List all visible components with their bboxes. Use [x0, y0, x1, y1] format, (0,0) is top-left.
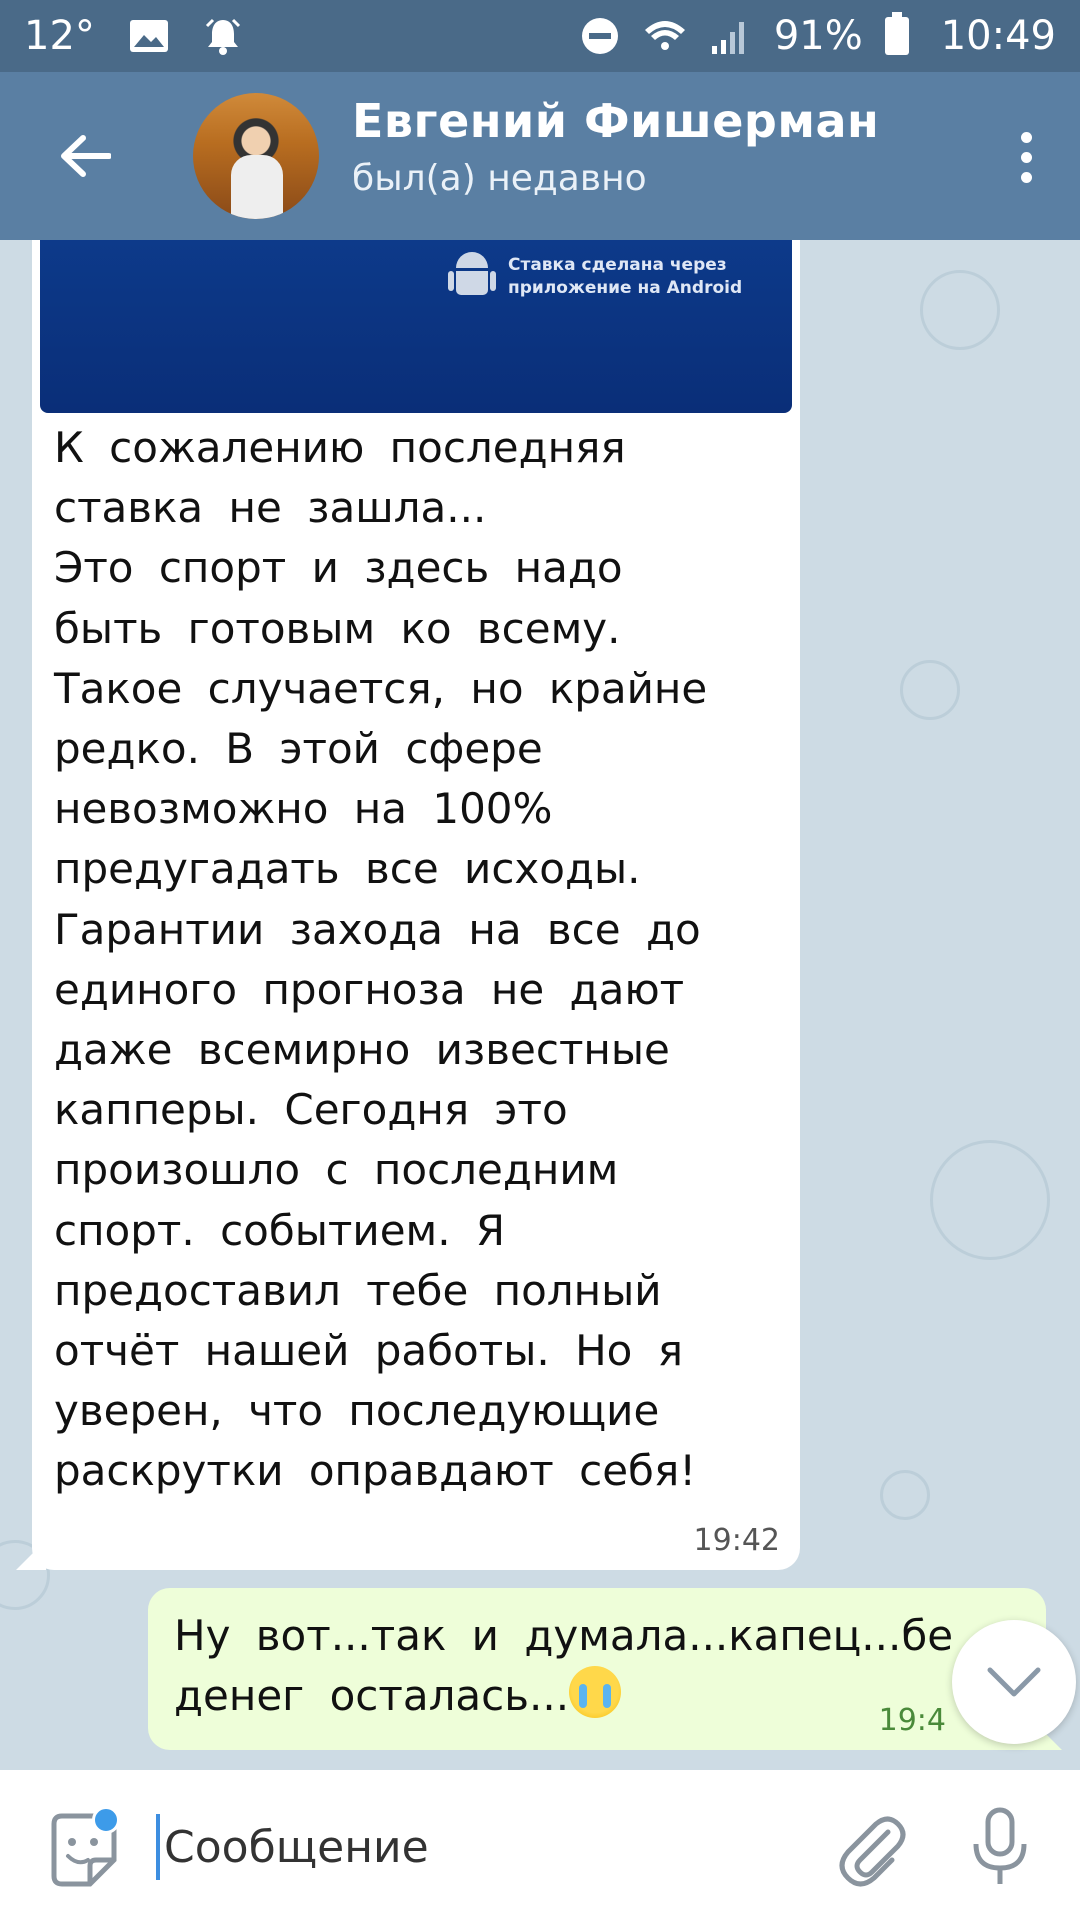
microphone-icon — [960, 1806, 1040, 1890]
attach-button[interactable] — [830, 1810, 910, 1890]
background-doodle — [930, 1140, 1050, 1260]
wifi-icon — [642, 16, 688, 56]
chat-header — [0, 72, 1080, 240]
incoming-message[interactable] — [32, 240, 800, 1570]
paperclip-icon — [830, 1810, 910, 1890]
chat-area[interactable] — [0, 240, 1080, 1770]
dot-icon — [1021, 152, 1032, 163]
outgoing-message-text — [174, 1606, 994, 1726]
crying-face-emoji-icon — [569, 1666, 621, 1718]
chevron-down-icon — [986, 1665, 1042, 1699]
voice-message-button[interactable] — [960, 1806, 1040, 1890]
outgoing-text-content: Ну вот...так и думала...капец...бе денег осталась... — [174, 1611, 954, 1720]
scroll-down-button[interactable] — [952, 1620, 1076, 1744]
more-options-button[interactable] — [996, 122, 1056, 192]
incoming-message-text: К сожалению последняя ставка не зашла... Это спорт и здесь надо быть готовым ко всему. Такое случается, но крайне редко. В этой сфере невозможно на 100% предугадать все исходы. Гарантии захода на все до единого прогноза не дают даже всемирно известные капперы. Сегодня это произошло с последним спорт. событием. Я предоставил тебе полный отчёт нашей работы. Но я уверен, что последующие раскрутки оправдают себя! — [54, 423, 708, 1496]
dot-icon — [1021, 172, 1032, 183]
background-doodle — [900, 660, 960, 720]
status-bar — [0, 0, 1080, 72]
back-button[interactable] — [0, 72, 170, 240]
bet-screenshot-image[interactable] — [40, 240, 792, 413]
gallery-icon — [129, 19, 169, 53]
battery-icon — [885, 17, 909, 55]
battery-percent: 91% — [773, 13, 863, 59]
background-doodle — [920, 270, 1000, 350]
new-sticker-indicator — [92, 1806, 120, 1834]
contact-status: был(а) недавно — [352, 158, 647, 199]
dot-icon — [1021, 132, 1032, 143]
avatar[interactable] — [193, 93, 319, 219]
message-input[interactable] — [156, 1814, 776, 1880]
clock: 10:49 — [940, 13, 1056, 59]
temperature: 12° — [24, 13, 95, 59]
incoming-message-time: 19:42 — [693, 1523, 780, 1558]
dnd-icon — [580, 16, 620, 56]
arrow-left-icon — [59, 134, 111, 178]
android-caption: Ставка сделана через приложение на Android — [508, 255, 743, 298]
outgoing-message-time: 19:4 — [878, 1703, 946, 1738]
message-composer — [0, 1770, 1080, 1920]
contact-info[interactable] — [352, 94, 879, 199]
signal-icon — [710, 16, 752, 56]
outgoing-message[interactable] — [148, 1588, 1046, 1750]
android-badge — [450, 252, 742, 302]
contact-name: Евгений Фишерман — [352, 94, 880, 148]
background-doodle — [880, 1470, 930, 1520]
android-icon — [450, 252, 494, 302]
alarm-icon — [203, 16, 243, 56]
